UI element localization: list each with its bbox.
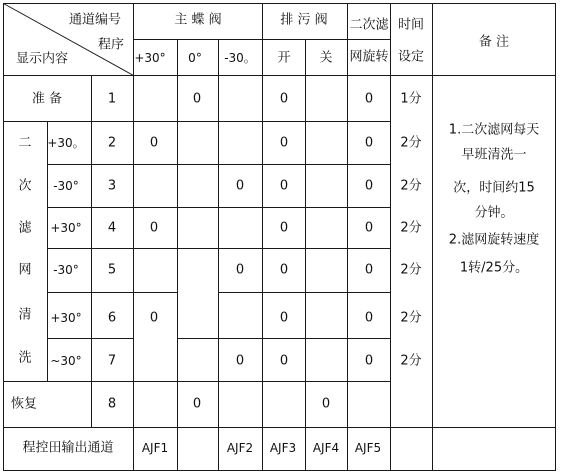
angle-cell: ~30° — [50, 354, 82, 368]
stage-wash-char: 二 — [18, 135, 32, 151]
angle-cell: -30° — [53, 263, 79, 277]
zero-cell: 0 — [192, 396, 202, 412]
output-neg30: AJF2 — [226, 441, 254, 455]
open-cell: 0 — [279, 262, 289, 278]
open-cell: 0 — [279, 220, 289, 236]
zero-cell: 0 — [192, 91, 202, 107]
step-cell: 2 — [107, 135, 117, 151]
rotate-cell: 0 — [364, 310, 374, 326]
step-cell: 5 — [107, 262, 117, 278]
remark-line: 1转/25分。 — [459, 260, 529, 276]
header-filter-rotate-bottom: 网旋转 — [349, 49, 389, 65]
rotate-cell: 0 — [364, 91, 374, 107]
time-cell: 1分 — [400, 91, 422, 107]
open-cell: 0 — [279, 135, 289, 151]
header-program: 程序 — [98, 37, 125, 53]
time-cell: 2分 — [400, 353, 422, 369]
header-sub-open: 开 — [277, 50, 291, 66]
stage-wash-char: 滤 — [18, 220, 32, 236]
header-sub-pos30: +30° — [134, 51, 166, 65]
rotate-cell: 0 — [364, 262, 374, 278]
open-cell: 0 — [279, 310, 289, 326]
stage-wash-char: 洗 — [18, 350, 32, 366]
header-remark: 备 注 — [478, 34, 510, 50]
time-cell: 2分 — [400, 220, 422, 236]
output-pos30: AJF1 — [141, 441, 169, 455]
time-cell: 2分 — [400, 135, 422, 151]
header-time-top: 时间 — [397, 17, 425, 33]
header-display-content: 显示内容 — [16, 51, 69, 67]
header-channel-no: 通道编号 — [69, 12, 122, 28]
neg30-cell: 0 — [235, 262, 245, 278]
neg30-cell: 0 — [235, 353, 245, 369]
step-cell: 3 — [107, 178, 117, 194]
remark-line: 1.二次滤网每天 — [448, 122, 540, 138]
stage-wash-char: 次 — [18, 178, 32, 194]
rotate-cell: 0 — [364, 353, 374, 369]
header-sub-neg30: -30。 — [224, 51, 256, 65]
output-close: AJF4 — [312, 441, 340, 455]
step-cell: 4 — [107, 220, 117, 236]
output-rotate: AJF5 — [354, 441, 382, 455]
header-time-bottom: 设定 — [397, 49, 425, 65]
step-cell: 8 — [107, 396, 117, 412]
close-cell: 0 — [321, 396, 331, 412]
angle-cell: +30° — [50, 311, 82, 325]
stage-prepare: 准 备 — [31, 91, 63, 107]
open-cell: 0 — [279, 91, 289, 107]
header-filter-rotate-top: 二次滤 — [349, 17, 389, 33]
pos30-cell: 0 — [149, 310, 159, 326]
time-cell: 2分 — [400, 178, 422, 194]
stage-wash-char: 网 — [18, 262, 32, 278]
remark-line: 早班清洗一 — [461, 147, 527, 163]
time-cell: 2分 — [400, 310, 422, 326]
header-sub-zero: 0° — [188, 51, 202, 65]
angle-cell: +30° — [50, 221, 82, 235]
pos30-cell: 0 — [149, 220, 159, 236]
header-main-valve: 主 蝶 阀 — [174, 12, 222, 28]
step-cell: 6 — [107, 310, 117, 326]
remark-line: 次，时间约15 — [453, 180, 535, 196]
output-open: AJF3 — [269, 441, 297, 455]
angle-cell: +30。 — [47, 136, 85, 150]
stage-restore: 恢复 — [10, 396, 38, 412]
step-cell: 1 — [107, 91, 117, 107]
rotate-cell: 0 — [364, 135, 374, 151]
time-cell: 2分 — [400, 262, 422, 278]
step-cell: 7 — [107, 353, 117, 369]
remark-line: 分钟。 — [474, 205, 514, 221]
stage-wash-char: 清 — [18, 307, 32, 323]
pos30-cell: 0 — [149, 135, 159, 151]
header-sub-close: 关 — [319, 50, 333, 66]
open-cell: 0 — [279, 178, 289, 194]
open-cell: 0 — [279, 353, 289, 369]
rotate-cell: 0 — [364, 220, 374, 236]
angle-cell: -30° — [53, 179, 79, 193]
rotate-cell: 0 — [364, 178, 374, 194]
remark-line: 2.滤网旋转速度 — [448, 232, 540, 248]
neg30-cell: 0 — [235, 178, 245, 194]
header-drain-valve: 排 污 阀 — [280, 12, 328, 28]
stage-output: 程控田输出通道 — [22, 440, 114, 456]
